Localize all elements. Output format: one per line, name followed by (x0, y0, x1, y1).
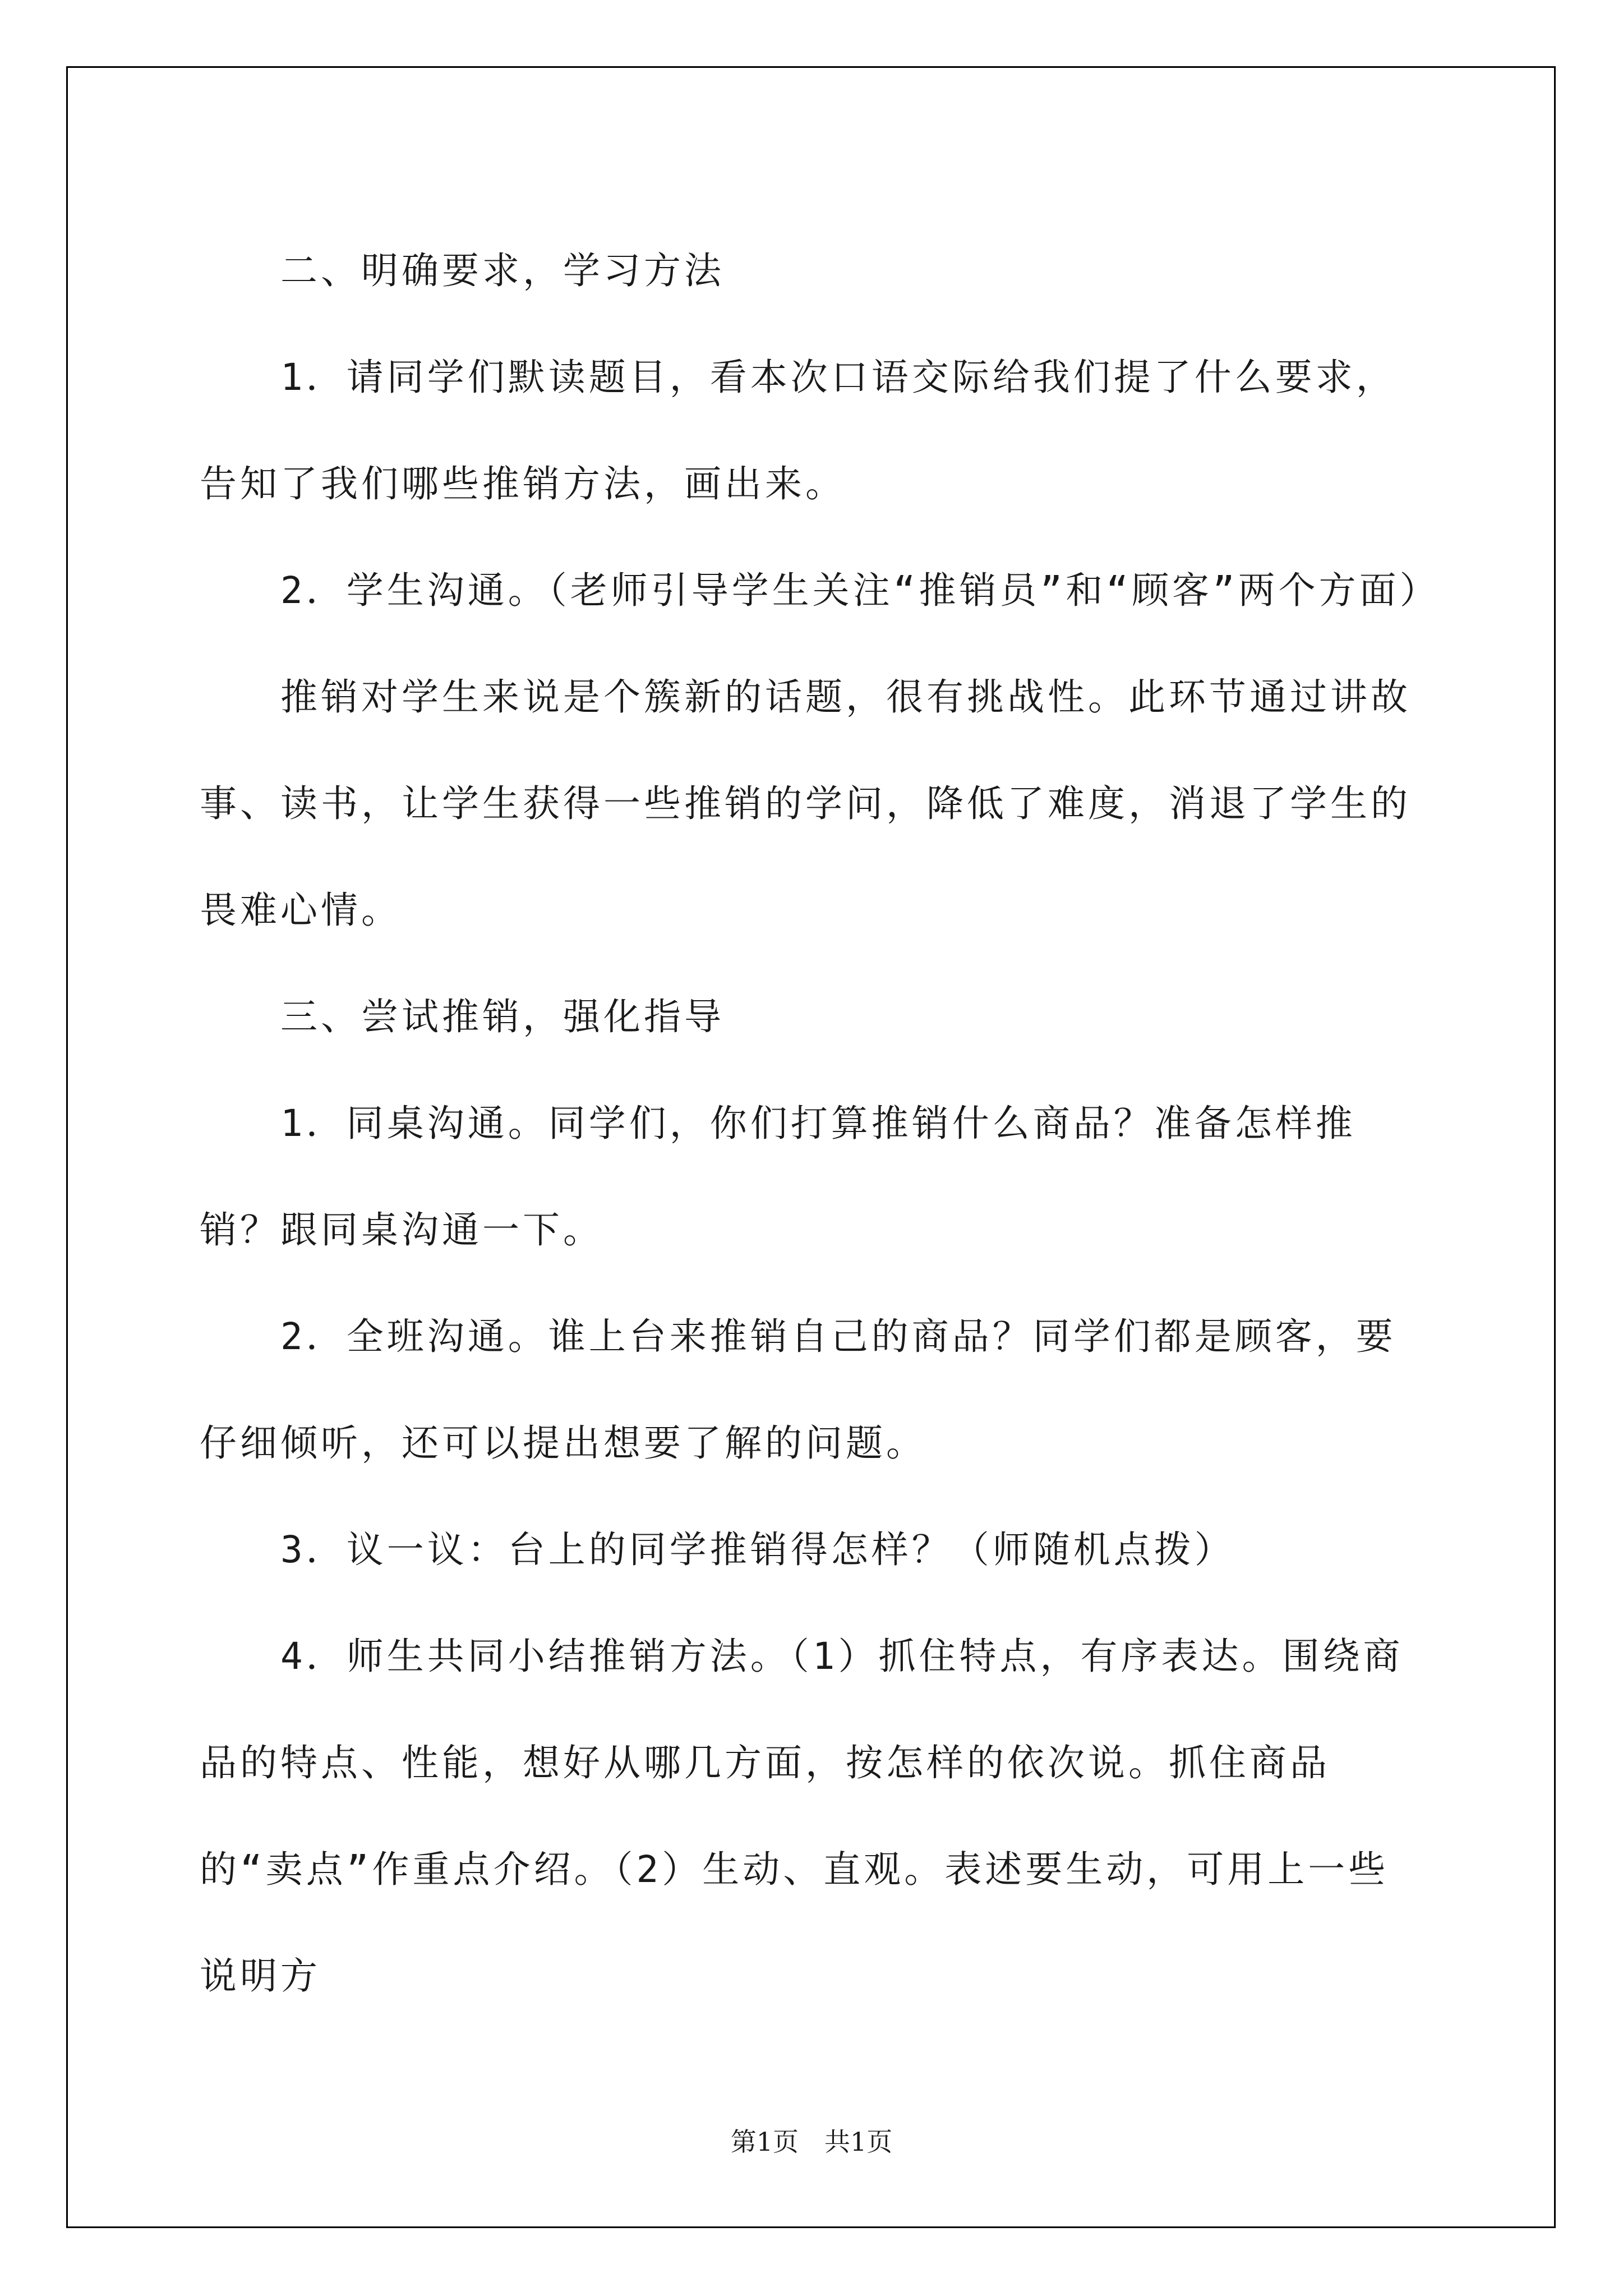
paragraph-2: 2．学生沟通。（老师引导学生关注“推销员”和“顾客”两个方面） (280, 569, 1440, 612)
paragraph-7: 4．师生共同小结推销方法。（1）抓住特点，有序表达。围绕商品的特点、性能，想好从哪几方面，按怎样的依次说。抓住商品的“卖点”作重点介绍。（2）生动、直观。表述要生动，可用上一些说明方 (200, 1635, 1404, 1998)
paragraph-3: 推销对学生来说是个簇新的话题，很有挑战性。此环节通过讲故事、读书，让学生获得一些推销的学问，降低了难度，消退了学生的畏难心情。 (200, 675, 1411, 932)
paragraph-1: 1．请同学们默读题目，看本次口语交际给我们提了什么要求，告知了我们哪些推销方法，画出来。 (200, 356, 1396, 505)
document-body (200, 218, 1440, 2030)
section-heading-3: 三、尝试推销，强化指导 (280, 995, 725, 1038)
paragraph-5: 2．全班沟通。谁上台来推销自己的商品？同学们都是顾客，要仔细倾听，还可以提出想要了解的问题。 (200, 1315, 1396, 1465)
paragraph-4: 1．同桌沟通。同学们，你们打算推销什么商品？准备怎样推销？跟同桌沟通一下。 (200, 1102, 1356, 1251)
paragraph-6: 3．议一议：台上的同学推销得怎样？（师随机点拨） (280, 1528, 1235, 1571)
page-footer: 第1页 共1页 (730, 2127, 893, 2157)
section-heading-2: 二、明确要求，学习方法 (280, 249, 725, 292)
